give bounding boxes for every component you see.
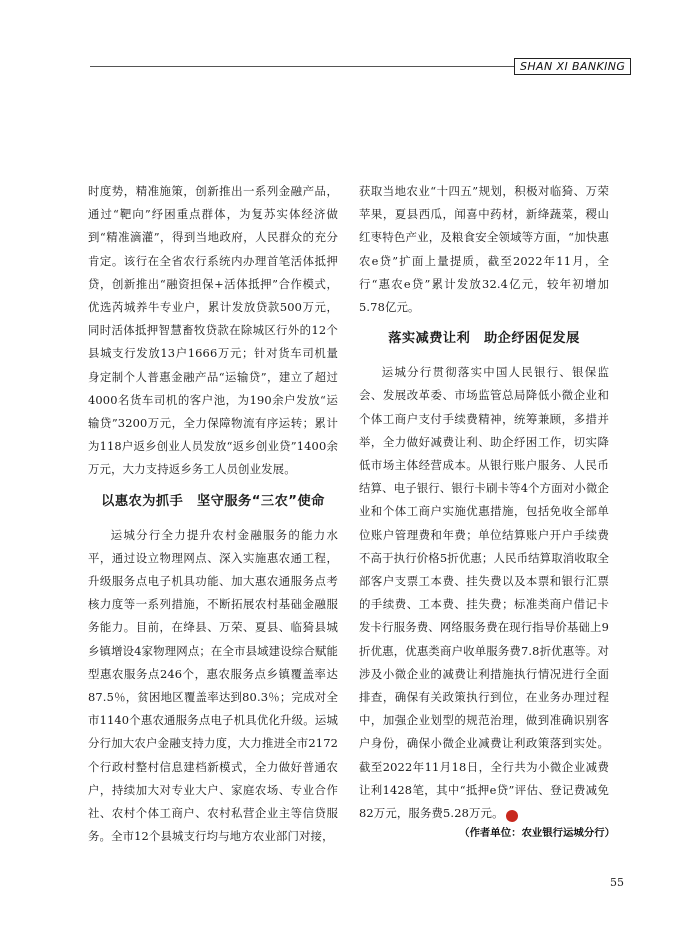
page-number: 55 — [610, 876, 624, 889]
brand-label: SHAN XI BANKING — [514, 58, 631, 75]
section-heading-1: 以惠农为抓手 坚守服务“三农”使命 — [101, 493, 325, 509]
section-heading-2: 落实减费让利 助企纾困促发展 — [388, 331, 580, 347]
left-column — [88, 180, 338, 848]
left-paragraph-1: 时度势，精准施策，创新推出一系列金融产品，通过“靶向”纾困重点群体，为复苏实体经济做到“精准滴灌”，得到当地政府，人民群众的充分肯定。该行在全省农行系统内办理首笔活体抵押贷，创新推出“融资担保+活体抵押”合作模式，优选芮城养牛专业户，累计发放贷款500万元，同时活体抵押智慧畜牧贷款在除城区行外的12个县城支行发放13户1666万元；针对货车司机量身定制个人普惠金融产品“运输贷”，建立了超过4000名货车司机的客户池，为190余户发放“运输贷”3200万元，全力保障物流有序运转；累计为118户返乡创业人员发放“返乡创业贷”1400余万元，大力支持返乡务工人员创业发展。 — [88, 184, 338, 477]
left-paragraph-2: 运城分行全力提升农村金融服务的能力水平，通过设立物理网点、深入实施惠农通工程，升级服务点电子机具功能、加大惠农通服务点考核力度等一系列措施，不断拓展农村基础金融服务能力。目前，在绛县、万荣、夏县、临猗县城乡镇增设4家物理网点；在全市县域建设综合赋能型惠农服务点246个，惠农服务点乡镇覆盖率达87.5％，贫困地区覆盖率达到80.3％；完成对全市1140个惠农通服务点电子机具优化升级。运城分行加大农户金融支持力度，大力推进全市2172个行政村整村信息建档新模式，全力做好普通农户，持续加大对专业大户、家庭农场、专业合作社、农村个体工商户、农村私营企业主等信贷服务。全市12个县城支行均与地方农业部门对接， — [88, 527, 338, 844]
author-affiliation: （作者单位：农业银行运城分行） — [459, 827, 615, 839]
right-paragraph-2 — [359, 361, 609, 825]
right-paragraph-2-text: 运城分行贯彻落实中国人民银行、银保监会、发展改革委、市场监管总局降低小微企业和个体工商户支付手续费精神，统筹兼顾，多措并举，全力做好减费让利、助企纾困工作，切实降低市场主体经营成本。从银行账户服务、人民币结算、电子银行、银行卡刷卡等4个方面对小微企业和个体工商户实施优惠措施，包括免收全部单位账户管理费和年费；单位结算账户开户手续费不高于执行价格5折优惠；人民币结算取消收取全部客户支票工本费、挂失费以及本票和银行汇票的手续费、工本费、挂失费；标准类商户借记卡发卡行服务费、网络服务费在现行指导价基础上9折优惠，优惠类商户收单服务费7.8折优惠等。对涉及小微企业的减费让利措施执行情况进行全面排查，确保有关政策执行到位，在业务办理过程中，加强企业划型的规范治理，做到准确识别客户身份，确保小微企业减费让利政策落到实处。截至2022年11月18日，全行共为小微企业减费让利1428笔，其中“抵押e贷”评估、登记费减免82万元，服务费5.28万元。 — [359, 365, 609, 821]
right-paragraph-1: 获取当地农业“十四五”规划，积极对临猗、万荣苹果，夏县西瓜，闻喜中药材，新绛蔬菜，稷山红枣特色产业，及粮食安全领域等方面，“加快惠农e贷”扩面上量提质，截至2022年11月，全行“惠农e贷”累计发放32.4亿元，较年初增加5.78亿元。 — [359, 184, 609, 315]
article-end-mark-icon: 金 — [506, 810, 518, 822]
right-column — [359, 180, 609, 825]
